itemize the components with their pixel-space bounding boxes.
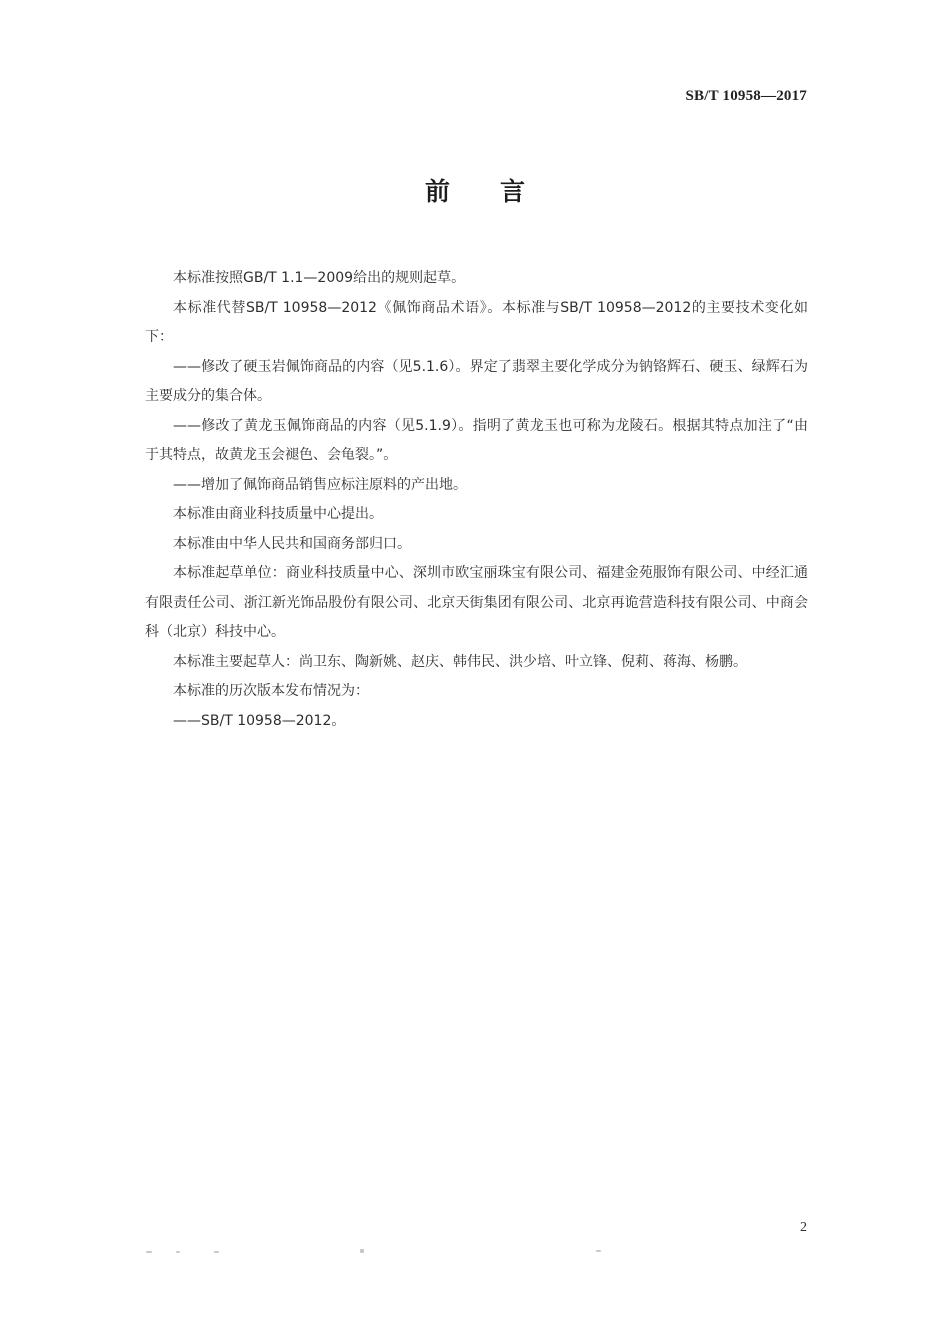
scan-speck xyxy=(176,1251,180,1253)
paragraph-history-intro: 本标准的历次版本发布情况为： xyxy=(173,683,369,699)
paragraph-replaces: 本标准代替SB/T 10958—2012《佩饰商品术语》。本标准与SB/T 10958—2012的主要技术变化如下： xyxy=(145,299,808,345)
page-title xyxy=(0,172,950,208)
paragraph-history-item: ——SB/T 10958—2012。 xyxy=(173,712,346,729)
paragraph-drafting-rules: 本标准按照GB/T 1.1—2009给出的规则起草。 xyxy=(173,270,466,286)
scan-speck xyxy=(360,1249,364,1253)
scan-speck xyxy=(596,1250,601,1252)
paragraph-centralized-by: 本标准由中华人民共和国商务部归口。 xyxy=(173,535,411,552)
standard-code: SB/T 10958—2017 xyxy=(685,88,807,104)
scan-speck xyxy=(146,1251,152,1253)
foreword-body xyxy=(145,264,808,736)
paragraph-change-huanglong: ——修改了黄龙玉佩饰商品的内容（见5.1.9）。指明了黄龙玉也可称为龙陵石。根据其特点加注了“由于其特点，故黄龙玉会褪色、会龟裂。”。 xyxy=(145,417,808,463)
scan-specks xyxy=(140,1247,620,1255)
page-number: 2 xyxy=(800,1220,807,1235)
paragraph-drafters: 本标准主要起草人：尚卫东、陶新姚、赵庆、韩伟民、洪少培、叶立锋、倪莉、蒋海、杨鹏。 xyxy=(173,653,747,670)
paragraph-proposed-by: 本标准由商业科技质量中心提出。 xyxy=(173,506,383,522)
paragraph-change-jadeite: ——修改了硬玉岩佩饰商品的内容（见5.1.6）。界定了翡翠主要化学成分为钠铬辉石、硬玉、绿辉石为主要成分的集合体。 xyxy=(145,358,808,404)
paragraph-drafting-units: 本标准起草单位：商业科技质量中心、深圳市欧宝丽珠宝有限公司、福建金苑服饰有限公司、中经汇通有限责任公司、浙江新光饰品股份有限公司、北京天街集团有限公司、北京再诡营造科技有限公司、中商会科（北京）科技中心。 xyxy=(145,565,808,640)
title-char-2: 言 xyxy=(500,177,526,206)
title-char-1: 前 xyxy=(424,177,450,206)
paragraph-change-origin: ——增加了佩饰商品销售应标注原料的产出地。 xyxy=(173,476,467,493)
scan-speck xyxy=(214,1251,219,1253)
